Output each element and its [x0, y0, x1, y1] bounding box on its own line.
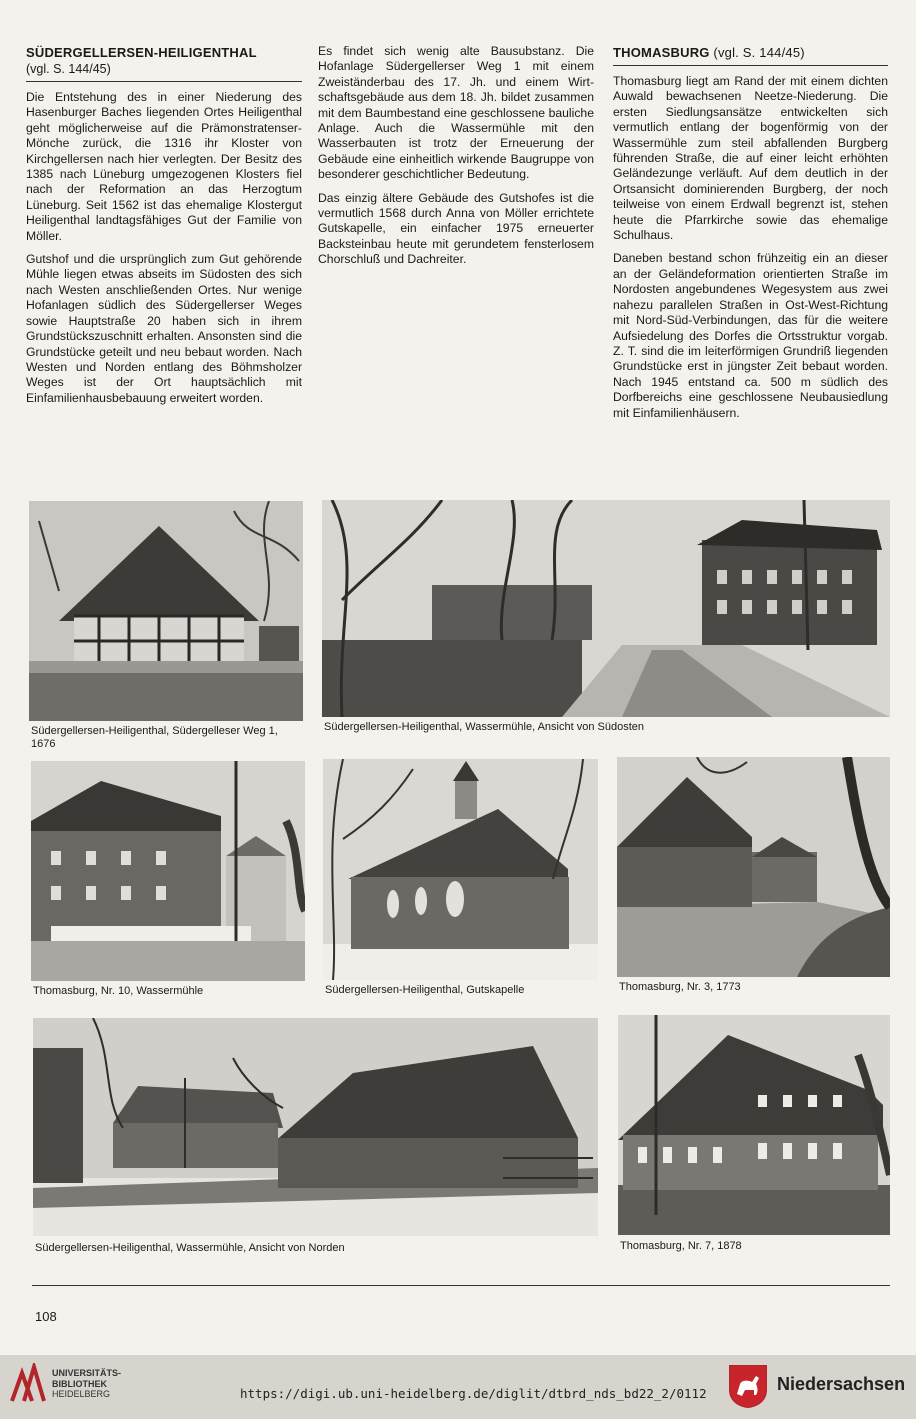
photo-watermill-north: [33, 1018, 598, 1236]
library-name-line: BIBLIOTHEK: [52, 1378, 107, 1389]
library-name[interactable]: [52, 1368, 121, 1400]
photo-farmhouse-1676: [29, 501, 303, 721]
section-heading-thomasburg: [613, 44, 888, 61]
photo-caption: Südergellersen-Heiligenthal, Gutskapelle: [325, 984, 525, 996]
photo-caption: Südergellersen-Heiligenthal, Wassermühle, Ansicht von Südosten: [324, 721, 644, 733]
right-column: [613, 44, 888, 429]
section-heading-suedergellersen: SÜDERGELLERSEN-HEILIGENTHAL: [26, 45, 257, 60]
heading-title: THOMASBURG: [613, 45, 710, 60]
middle-column: [318, 44, 594, 276]
heading-rule: [26, 81, 302, 82]
photo-gutskapelle: [323, 759, 598, 980]
paragraph: Daneben bestand schon frühzeitig ein an dieser an der Geländeformation orientierten Straße im Nordosten angebundenes Wegesystem aus zwei nahezu parallelen Straßen in Ost-West-Richtung mit Nord-Süd-Verbindungen, das für die weitere Aufsiedelung des Dorfes die Ortsstruktur vorgab. Z. T. sind die im leiterförmigen Grundriß liegenden Grundstücke erst in jüngster Zeit bebaut worden. Nach 1945 entstand ca. 500 m südlich des Dorfbereichs eine geschlossene Neubausiedlung mit Einfamilienhäusern.: [613, 251, 888, 420]
photo-caption: Thomasburg, Nr. 7, 1878: [620, 1240, 742, 1252]
heading-rule: [613, 65, 888, 66]
paragraph: Gutshof und die ursprünglich zum Gut gehörende Mühle liegen etwas abseits im Südosten des sich nach Westen anschließenden Ortes. Nur wenige Hofanlagen südlich des Südergellerser Weges sowie Hauptstraße 20 haben sich in ihrem Grundstückszuschnitt erhalten. Ansonsten sind die Grundstücke geteilt und neu bebaut worden. Nach Westen und Norden entlang des Böhmsholzer Weges ist der Ort hauptsächlich mit Einfamilienhausbebauung erweitert worden.: [26, 252, 302, 405]
document-url[interactable]: https://digi.ub.uni-heidelberg.de/diglit/dtbrd_nds_bd22_2/0112: [240, 1386, 707, 1401]
library-name-line: HEIDELBERG: [52, 1389, 111, 1399]
footer-rule: [32, 1285, 890, 1286]
library-name-line: UNIVERSITÄTS-: [52, 1368, 122, 1378]
niedersachsen-horse-icon[interactable]: [728, 1364, 768, 1408]
page-number: 108: [35, 1309, 57, 1324]
paragraph: Das einzig ältere Gebäude des Gutshofes ist die vermutlich 1568 durch Anna von Möller errichtete Gutskapelle, ein einfacher 1975 erneuerter Backsteinbau heute mit gerundetem fensterlosem Chorschluß und Dachreiter.: [318, 190, 594, 267]
left-column: [26, 44, 302, 414]
photo-watermill-southeast: [322, 500, 890, 717]
paragraph: Es findet sich wenig alte Bausubstanz. Die Hofanlage Südergellerser Weg 1 mit einem Zweiständerbau des 17. Jh. und einem Wirtschaftsgebäude aus dem 18. Jh. bildet zusammen mit dem Baumbestand eine geschlossene bauliche Anlage. Auch die Wassermühle mit den Wasserbauten ist trotz der Erneuerung der Gebäude eine einheitlich wirkende Baugruppe von besonderer geschichtlicher Bedeutung.: [318, 44, 594, 182]
university-library-logo-icon[interactable]: [10, 1363, 46, 1403]
photo-caption: Südergellersen-Heiligenthal, Wassermühle, Ansicht von Norden: [35, 1242, 345, 1254]
paragraph: Die Entstehung des in einer Niederung des Hasenburger Baches liegenden Ortes Heiligenthal geht möglicherweise auf die Prämonstratenser-Mönche zurück, die 1316 ihr Kloster von Kirchgellersen nach hier verlegten. Der Besitz des 1385 nach Lüneburg umgezogenen Klosters fiel nach der Reformation an das Herzogtum Lüneburg. Seit 1562 ist das ehemalige Klostergut Heiligenthal landtagsfähiges Gut der Familie von Möller.: [26, 90, 302, 243]
photo-thomasburg-nr10: [31, 761, 305, 981]
photo-thomasburg-nr7: [618, 1015, 890, 1235]
photo-caption: Südergellersen-Heiligenthal, Südergelleser Weg 1, 1676: [31, 725, 278, 750]
section-reference: (vgl. S. 144/45): [713, 45, 805, 60]
photo-caption: Thomasburg, Nr. 10, Wassermühle: [33, 985, 204, 997]
photo-thomasburg-nr3: [617, 757, 890, 977]
partner-name[interactable]: Niedersachsen: [777, 1374, 906, 1394]
section-reference: (vgl. S. 144/45): [26, 62, 111, 76]
photo-caption: Thomasburg, Nr. 3, 1773: [619, 981, 741, 993]
paragraph: Thomasburg liegt am Rand der mit einem dichten Auwald bewachsenen Neetze-Niederung. Die ersten Siedlungsansätze entwickelten sich vermutlich entlang der bogenförmig von der Wassermühle zum steil abfallenden Burgberg führenden Straße, die auf einer leicht erhöhten Geländezunge verläuft. Auf dem deutlich in der Ortsansicht dominierenden Burgberg, der noch teilweise von einem Erdwall begrenzt ist, stehen heute die Pfarrkirche sowie das ehemalige Schulhaus.: [613, 74, 888, 243]
